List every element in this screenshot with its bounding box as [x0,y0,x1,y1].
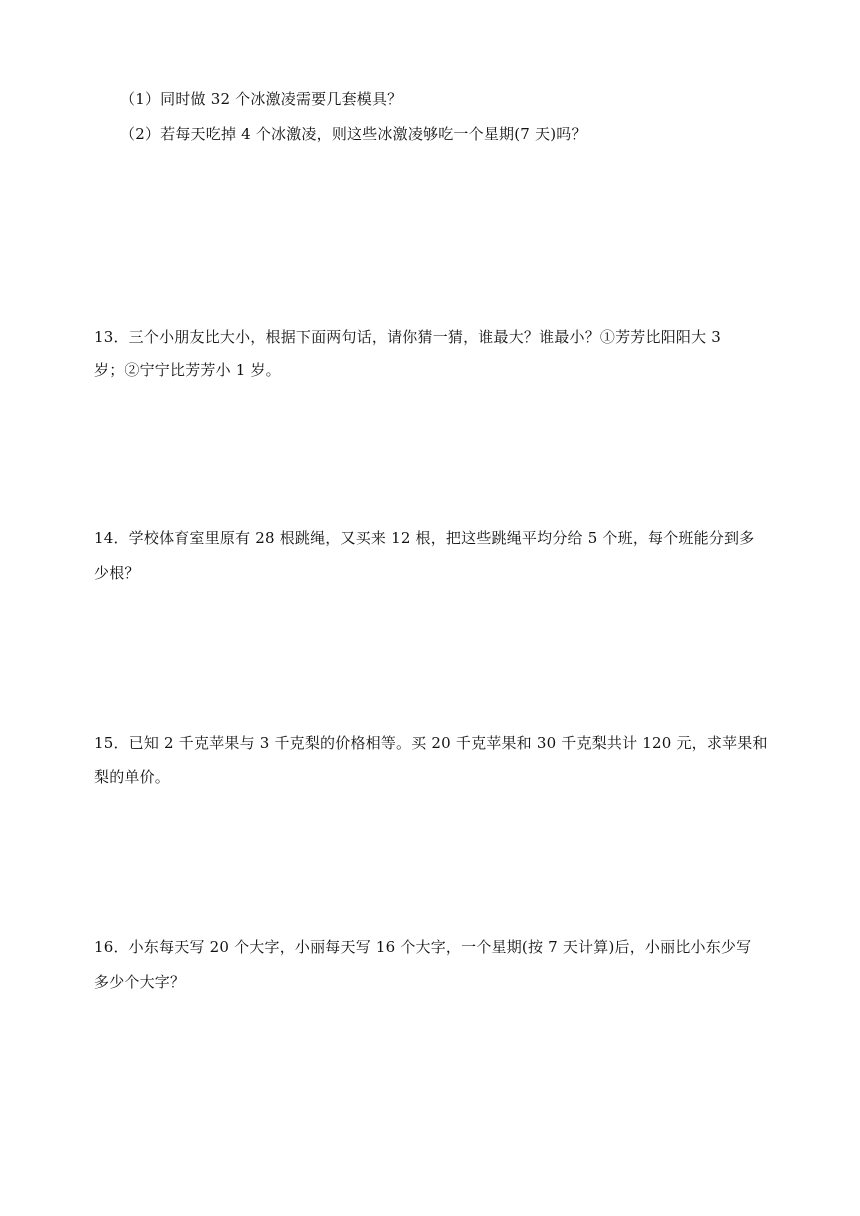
question-16-line-1: 16．小东每天写 20 个大字，小丽每天写 16 个大字，一个星期(按 7 天计算)后，小丽比小东少写 [94,938,752,956]
question-14-line-2: 少根？ [94,564,140,582]
question-13-line-1: 13．三个小朋友比大小，根据下面两句话，请你猜一猜，谁最大？谁最小？①芳芳比阳阳大 3 [94,328,722,346]
question-16-line-2: 多少个大字？ [94,973,186,991]
question-14-line-1: 14．学校体育室里原有 28 根跳绳，又买来 12 根，把这些跳绳平均分给 5 个班，每个班能分到多 [94,529,755,547]
question-15-line-2: 梨的单价。 [94,768,171,786]
question-12-part-1: （1）同时做 32 个冰激凌需要几套模具？ [120,90,403,108]
question-12-part-2: （2）若每天吃掉 4 个冰激凌，则这些冰激凌够吃一个星期(7 天)吗？ [120,125,587,143]
question-13-line-2: 岁；②宁宁比芳芳小 1 岁。 [94,361,281,379]
question-15-line-1: 15．已知 2 千克苹果与 3 千克梨的价格相等。买 20 千克苹果和 30 千克梨共计 120 元，求苹果和 [94,734,768,752]
